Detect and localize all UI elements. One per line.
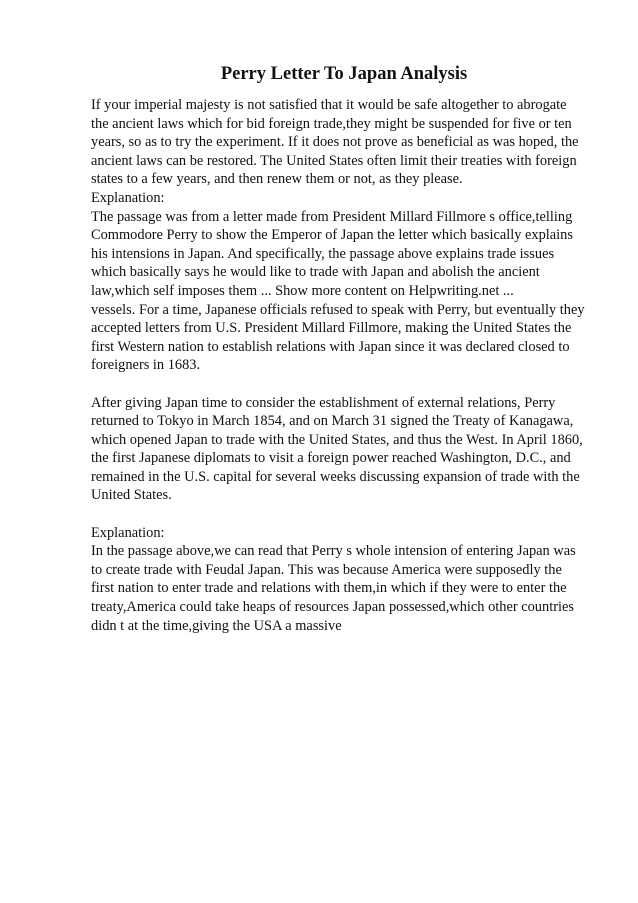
text-line: The passage was from a letter made from President Millard Fillmore s office,telling [91, 208, 573, 225]
text-line: law,which self imposes them ... Show more content on Helpwriting.net ... [91, 282, 514, 299]
text-line: returned to Tokyo in March 1854, and on March 31 signed the Treaty of Kanagawa, [91, 413, 574, 430]
page-title: Perry Letter To Japan Analysis [220, 64, 468, 84]
text-line: first nation to enter trade and relations with them,in which if they were to enter the [91, 580, 567, 597]
text-line: foreigners in 1683. [91, 357, 201, 374]
text-line: didn t at the time,giving the USA a massive [91, 617, 342, 634]
text-line: If your imperial majesty is not satisfied that it would be safe altogether to abrogate [91, 97, 567, 113]
text-line: Explanation: [91, 524, 165, 541]
text-line: treaty,America could take heaps of resources Japan possessed,which other countries [91, 599, 574, 616]
text-line: which basically says he would like to trade with Japan and abolish the ancient [91, 264, 540, 281]
text-line: vessels. For a time, Japanese officials refused to speak with Perry, but eventually they [91, 301, 585, 318]
text-line: to create trade with Feudal Japan. This was because America were supposedly the [91, 561, 562, 578]
text-line: first Western nation to establish relations with Japan since it was declared closed to [91, 338, 570, 355]
text-line: After giving Japan time to consider the establishment of external relations, Perry [91, 394, 556, 411]
text-line: ancient laws can be restored. The United States often limit their treaties with foreign [91, 152, 577, 169]
text-line: the first Japanese diplomats to visit a foreign power reached Washington, D.C., and [91, 450, 571, 467]
text-line: In the passage above,we can read that Perry s whole intension of entering Japan was [91, 543, 576, 560]
paragraph-gap [91, 505, 601, 524]
document-body [91, 96, 601, 635]
text-line: the ancient laws which for bid foreign trade,they might be suspended for five or ten [91, 115, 572, 132]
text-line: United States. [91, 487, 172, 504]
text-line: years, so as to try the experiment. If it does not prove as beneficial as was hoped, the [91, 134, 579, 151]
text-line: Explanation: [91, 189, 165, 206]
text-line: Commodore Perry to show the Emperor of Japan the letter which basically explains [91, 227, 573, 244]
text-line: which opened Japan to trade with the United States, and thus the West. In April 1860, [91, 431, 583, 448]
text-line: remained in the U.S. capital for several weeks discussing expansion of trade with the [91, 468, 580, 485]
paragraph-gap [91, 375, 601, 394]
text-line: states to a few years, and then renew them or not, as they please. [91, 171, 463, 188]
text-line: his intensions in Japan. And specifically, the passage above explains trade issues [91, 245, 555, 262]
text-line: accepted letters from U.S. President Millard Fillmore, making the United States the [91, 320, 572, 337]
